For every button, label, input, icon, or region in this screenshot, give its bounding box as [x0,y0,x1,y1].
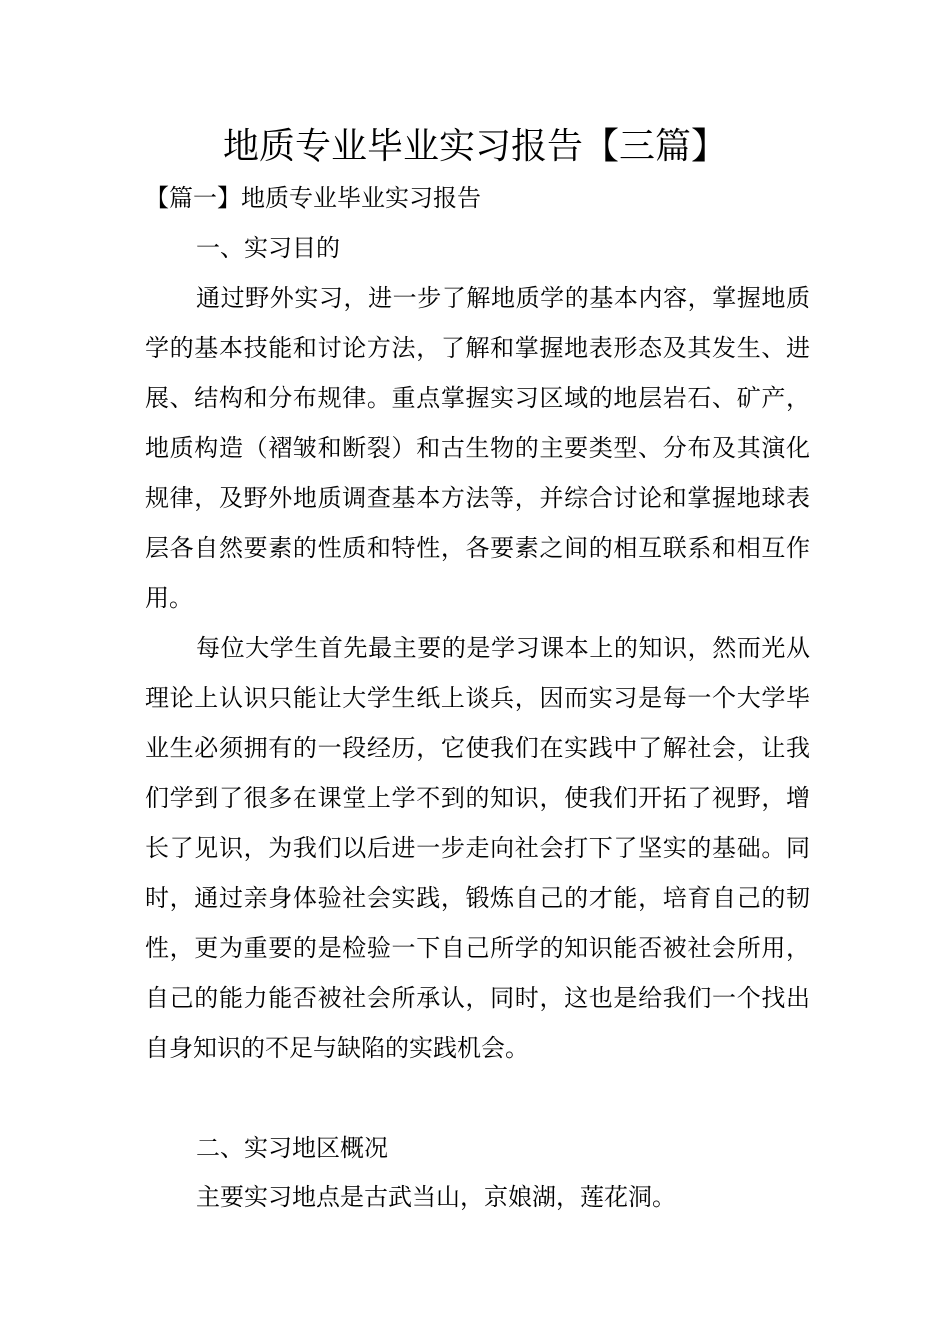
chapter-heading: 【篇一】地质专业毕业实习报告 [145,184,481,212]
paragraph-purpose-1: 通过野外实习，进一步了解地质学的基本内容，掌握地质学的基本技能和讨论方法，了解和掌握地表形态及其发生、进展、结构和分布规律。重点掌握实习区域的地层岩石、矿产，地质构造（褶皱和断裂）和古生物的主要类型、分布及其演化规律，及野外地质调查基本方法等，并综合讨论和掌握地球表层各自然要素的性质和特性，各要素之间的相互联系和相互作用。 [145,284,810,612]
region-locations-line: 主要实习地点是古武当山，京娘湖，莲花洞。 [196,1183,676,1211]
section-heading-region: 二、实习地区概况 [196,1134,388,1162]
section-heading-purpose: 一、实习目的 [196,234,340,262]
paragraph-purpose-2: 每位大学生首先最主要的是学习课本上的知识，然而光从理论上认识只能让大学生纸上谈兵，因而实习是每一个大学毕业生必须拥有的一段经历，它使我们在实践中了解社会，让我们学到了很多在课堂上学不到的知识，使我们开拓了视野，增长了见识，为我们以后进一步走向社会打下了坚实的基础。同时，通过亲身体验社会实践，锻炼自己的才能，培育自己的韧性，更为重要的是检验一下自己所学的知识能否被社会所用，自己的能力能否被社会所承认，同时，这也是给我们一个找出自身知识的不足与缺陷的实践机会。 [145,634,810,1062]
document-title: 地质专业毕业实习报告【三篇】 [222,126,727,167]
